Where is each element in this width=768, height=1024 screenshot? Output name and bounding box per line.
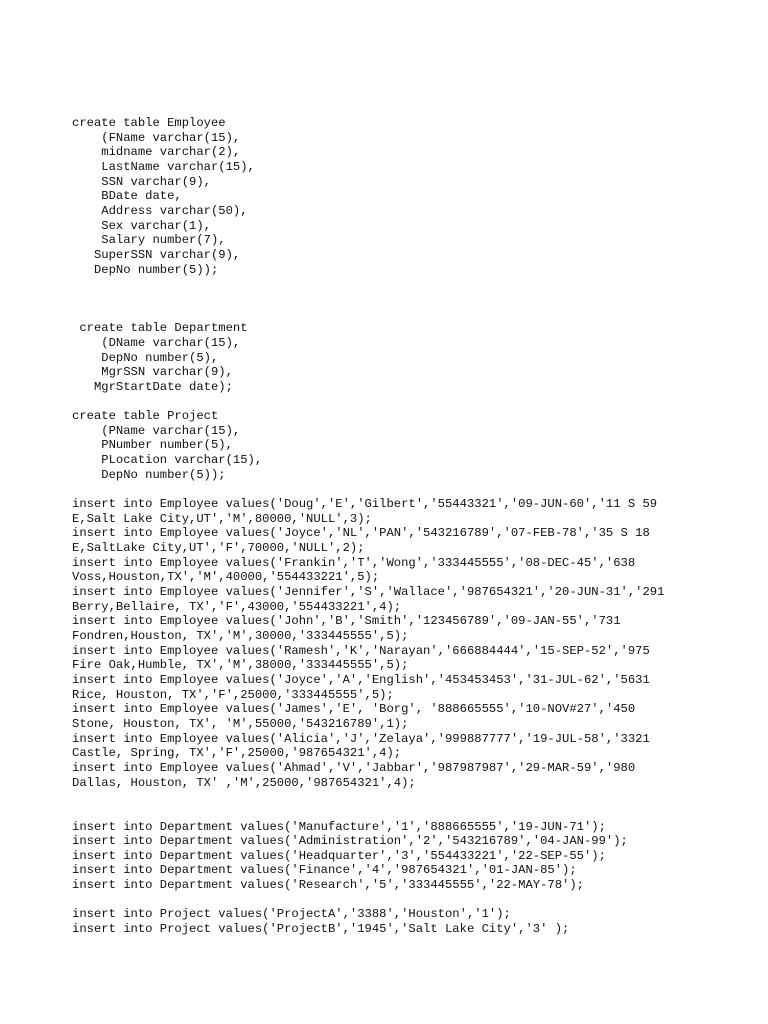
text-line: insert into Employee values('Alicia','J','Zelaya','999887777','19-JUL-58','3321 xyxy=(72,731,650,746)
text-line: insert into Employee values('Joyce','NL','PAN','543216789','07-FEB-78','35 S 18 xyxy=(72,526,650,541)
text-line: (DName varchar(15), xyxy=(72,335,241,350)
text-line: insert into Project values('ProjectA','3388','Houston','1'); xyxy=(72,907,511,922)
text-line: insert into Employee values('Frankin','T','Wong','333445555','08-DEC-45','638 xyxy=(72,555,636,570)
text-line: insert into Department values('Research','5','333445555','22-MAY-78'); xyxy=(72,878,584,893)
text-line: PNumber number(5), xyxy=(72,438,233,453)
text-line: insert into Employee values('Ramesh','K','Narayan','666884444','15-SEP-52','975 xyxy=(72,643,650,658)
text-line: (FName varchar(15), xyxy=(72,130,241,145)
text-line: Berry,Bellaire, TX','F',43000,'554433221',4); xyxy=(72,599,402,614)
blank-line xyxy=(72,292,712,307)
blank-line xyxy=(72,482,712,497)
text-line: insert into Employee values('Ahmad','V','Jabbar','987987987','29-MAR-59','980 xyxy=(72,760,636,775)
text-line: Sex varchar(1), xyxy=(72,218,211,233)
text-line: midname varchar(2), xyxy=(72,145,241,160)
text-line: insert into Employee values('James','E', 'Borg', '888665555','10-NOV#27','450 xyxy=(72,702,636,717)
text-line: insert into Department values('Headquarter','3','554433221','22-SEP-55'); xyxy=(72,848,606,863)
text-line: (PName varchar(15), xyxy=(72,423,241,438)
blank-line xyxy=(72,307,712,322)
text-line: Dallas, Houston, TX' ,'M',25000,'987654321',4); xyxy=(72,775,416,790)
text-line: insert into Employee values('Doug','E','Gilbert','55443321','09-JUN-60','11 S 59 xyxy=(72,497,658,512)
blank-line xyxy=(72,394,712,409)
text-line: Salary number(7), xyxy=(72,233,226,248)
text-line: E,Salt Lake City,UT','M',80000,'NULL',3); xyxy=(72,511,372,526)
text-line: create table Project xyxy=(72,409,219,424)
text-line: SuperSSN varchar(9), xyxy=(72,247,241,262)
text-line: LastName varchar(15), xyxy=(72,159,255,174)
blank-line xyxy=(72,805,712,820)
text-line: insert into Employee values('John','B','Smith','123456789','09-JAN-55','731 xyxy=(72,614,621,629)
text-line: Fire Oak,Humble, TX','M',38000,'333445555',5); xyxy=(72,658,409,673)
text-line: Stone, Houston, TX', 'M',55000,'543216789',1); xyxy=(72,716,409,731)
text-line: Voss,Houston,TX','M',40000,'554433221',5); xyxy=(72,570,380,585)
text-line: Fondren,Houston, TX','M',30000,'333445555',5); xyxy=(72,628,409,643)
text-line: Castle, Spring, TX','F',25000,'987654321',4); xyxy=(72,746,402,761)
text-line: insert into Department values('Administration','2','543216789','04-JAN-99'); xyxy=(72,834,628,849)
text-line: BDate date, xyxy=(72,189,182,204)
text-line: insert into Employee values('Jennifer','S','Wallace','987654321','20-JUN-31','291 xyxy=(72,585,665,599)
text-line: insert into Project values('ProjectB','1945','Salt Lake City','3' ); xyxy=(72,922,570,937)
text-line: insert into Department values('Manufacture','1','888665555','19-JUN-71'); xyxy=(72,819,606,834)
text-line: MgrStartDate date); xyxy=(72,379,233,394)
text-line: MgrSSN varchar(9), xyxy=(72,365,233,380)
text-line: DepNo number(5)); xyxy=(72,262,219,277)
text-line: DepNo number(5)); xyxy=(72,467,226,482)
text-line: PLocation varchar(15), xyxy=(72,453,263,468)
text-line: SSN varchar(9), xyxy=(72,174,211,189)
text-line: create table Department xyxy=(72,321,248,336)
blank-line xyxy=(72,277,712,292)
text-line: Address varchar(50), xyxy=(72,203,248,218)
text-line: insert into Employee values('Joyce','A','English','453453453','31-JUL-62','5631 xyxy=(72,672,650,687)
text-line: DepNo number(5), xyxy=(72,350,219,365)
sql-document xyxy=(72,116,712,937)
text-line: insert into Department values('Finance','4','987654321','01-JAN-85'); xyxy=(72,863,577,878)
blank-line xyxy=(72,893,712,908)
text-line: E,SaltLake City,UT','F',70000,'NULL',2); xyxy=(72,541,365,556)
blank-line xyxy=(72,790,712,805)
text-line: create table Employee xyxy=(72,116,226,130)
text-line: Rice, Houston, TX','F',25000,'333445555',5); xyxy=(72,687,394,702)
